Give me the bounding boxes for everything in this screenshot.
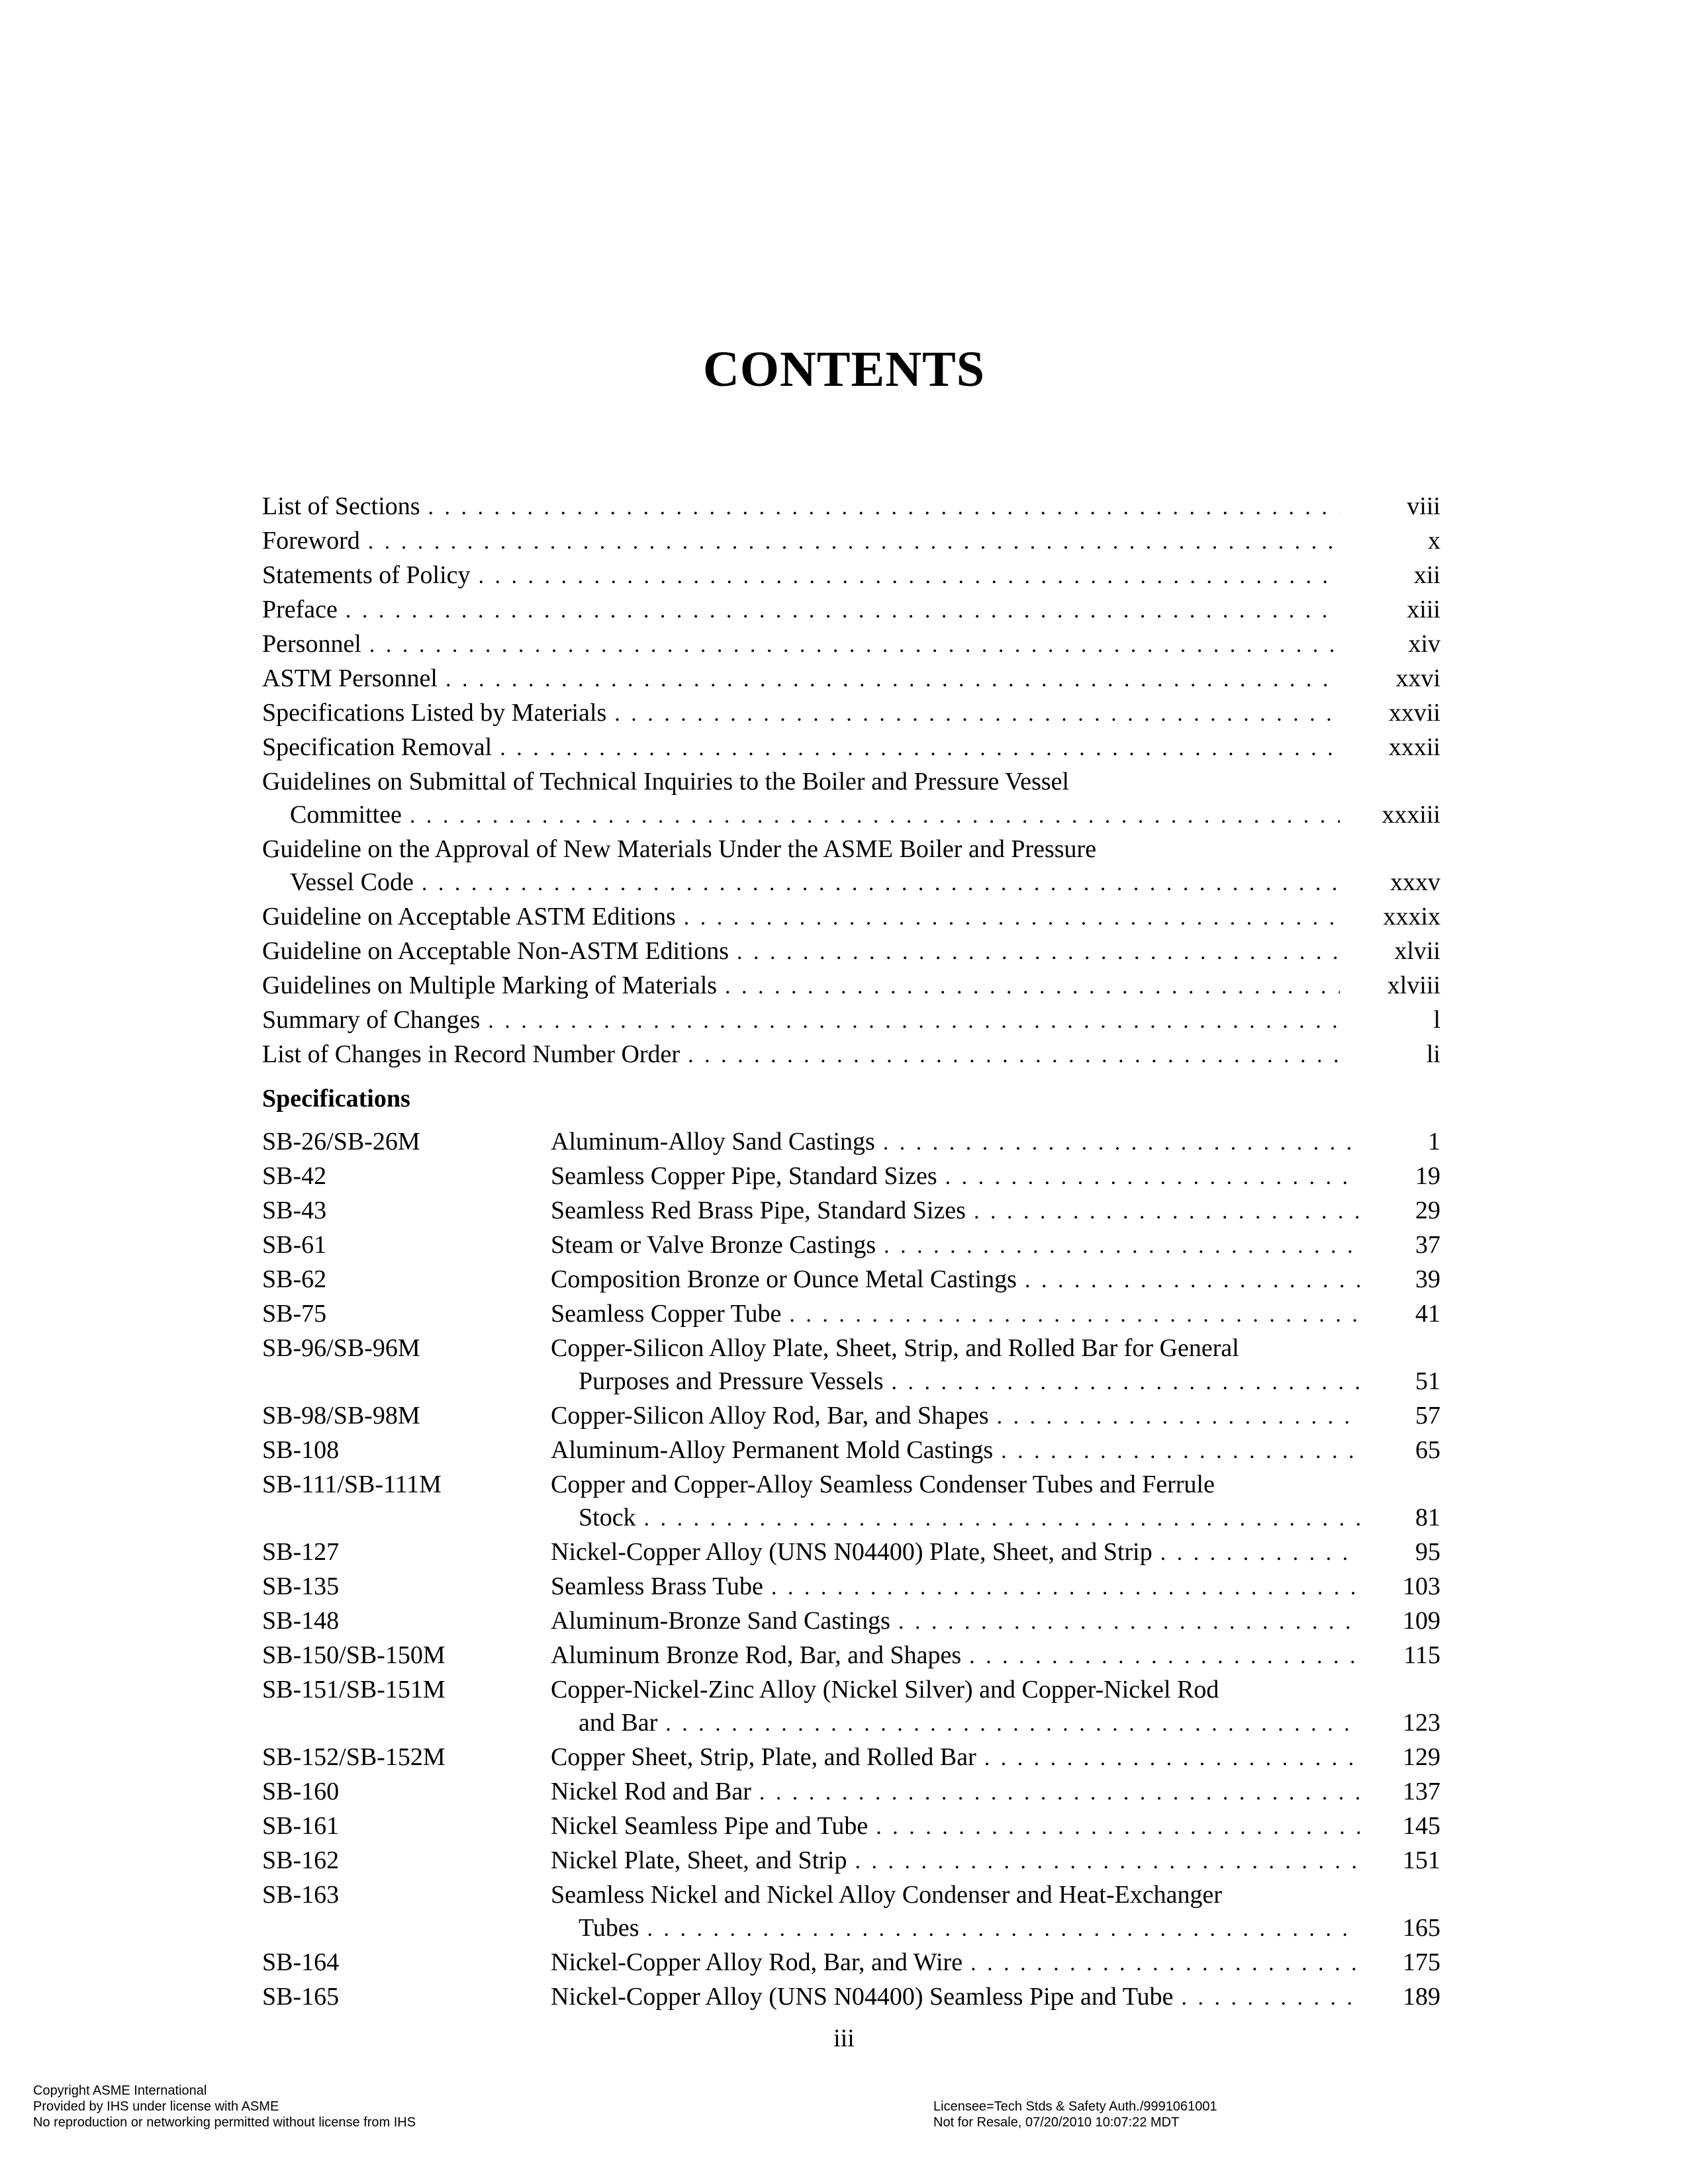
spec-entry[interactable] (262, 1570, 1440, 1604)
toc-page-number: 165 (1403, 1914, 1440, 1942)
toc-entry-title: Copper-Nickel-Zinc Alloy (Nickel Silver) and Copper-Nickel Rod (551, 1676, 1219, 1704)
spec-designation: SB-26/SB-26M (262, 1128, 420, 1156)
toc-page-number: 37 (1415, 1231, 1440, 1259)
toc-entry-line (551, 1468, 1440, 1501)
spec-entry[interactable] (262, 1604, 1440, 1639)
toc-page-number: 57 (1415, 1402, 1440, 1430)
spec-entry[interactable] (262, 1263, 1440, 1297)
dot-leader (969, 1640, 1360, 1673)
toc-entry-title: Seamless Copper Tube (551, 1300, 782, 1328)
spec-designation: SB-43 (262, 1197, 327, 1224)
toc-entry-title: Guidelines on Multiple Marking of Materials (262, 972, 718, 999)
toc-entry[interactable] (262, 490, 1440, 524)
toc-entry-line-last (551, 1365, 1440, 1399)
toc-entry-title: Aluminum Bronze Rod, Bar, and Shapes (551, 1641, 962, 1669)
toc-entry-title: Seamless Brass Tube (551, 1572, 763, 1600)
spec-designation: SB-151/SB-151M (262, 1676, 445, 1704)
toc-entry-title: Aluminum-Bronze Sand Castings (551, 1607, 890, 1635)
toc-entry-title: Summary of Changes (262, 1006, 481, 1034)
spec-entry[interactable] (262, 1878, 1440, 1946)
toc-entry-title: Specification Removal (262, 733, 492, 761)
toc-page-number: 51 (1415, 1367, 1440, 1395)
toc-entry-line-last (551, 1844, 1440, 1878)
dot-leader (422, 867, 1340, 900)
toc-page-number: xxxix (1383, 903, 1440, 931)
toc-entry[interactable] (262, 833, 1440, 900)
spec-entry[interactable] (262, 1639, 1440, 1673)
toc-entry-line-last (551, 1263, 1440, 1297)
dot-leader (725, 970, 1340, 1003)
toc-entry-line-last (262, 934, 1440, 969)
dot-leader (410, 799, 1340, 833)
dot-leader (500, 732, 1340, 765)
spec-entry[interactable] (262, 1160, 1440, 1194)
toc-page-number: xxxv (1390, 868, 1440, 896)
dot-leader (883, 1126, 1360, 1160)
dot-leader (737, 936, 1340, 969)
spec-designation: SB-160 (262, 1778, 340, 1805)
toc-entry-line-last (262, 696, 1440, 731)
toc-entry-line (551, 1332, 1440, 1365)
spec-title-block (551, 1297, 1440, 1332)
toc-entry-line (551, 1673, 1440, 1706)
toc-entry-title: Nickel Seamless Pipe and Tube (551, 1812, 868, 1840)
spec-designation: SB-161 (262, 1812, 340, 1840)
toc-entry[interactable] (262, 559, 1440, 593)
spec-designation: SB-127 (262, 1538, 340, 1566)
toc-page-number: xxvi (1395, 664, 1440, 692)
dot-leader (1025, 1264, 1360, 1297)
footer-line: Not for Resale, 07/20/2010 10:07:22 MDT (933, 2115, 1180, 2130)
toc-entry-title: Purposes and Pressure Vessels (579, 1367, 884, 1395)
spec-entry[interactable] (262, 1775, 1440, 1809)
toc-entry-line-last (262, 866, 1440, 900)
toc-entry-line-last (262, 627, 1440, 662)
spec-title-block (551, 1878, 1440, 1946)
spec-entry[interactable] (262, 1946, 1440, 1980)
toc-entry[interactable] (262, 627, 1440, 662)
toc-page-number: 123 (1403, 1709, 1440, 1737)
toc-entry-title: Nickel Rod and Bar (551, 1778, 751, 1805)
toc-entry-title: Statements of Policy (262, 561, 471, 589)
spec-title-block (551, 1433, 1440, 1468)
dot-leader (892, 1366, 1360, 1399)
footer-line: Copyright ASME International (33, 2083, 207, 2098)
toc-entry-title: Seamless Copper Pipe, Standard Sizes (551, 1162, 937, 1190)
footer-line: Licensee=Tech Stds & Safety Auth./9991061001 (933, 2099, 1217, 2114)
spec-designation: SB-163 (262, 1881, 340, 1909)
toc-entry-line-last (551, 1501, 1440, 1535)
spec-title-block (551, 1639, 1440, 1673)
toc-entry-title: Nickel-Copper Alloy (UNS N04400) Seamless Pipe and Tube (551, 1983, 1174, 2011)
spec-designation: SB-108 (262, 1436, 340, 1464)
spec-title-block (551, 1570, 1440, 1604)
toc-entry-line-last (551, 1125, 1440, 1160)
spec-entry[interactable] (262, 1399, 1440, 1433)
toc-page-number: 129 (1403, 1743, 1440, 1771)
toc-entry-line-last (551, 1194, 1440, 1228)
toc-entry-title: List of Changes in Record Number Order (262, 1040, 680, 1068)
spec-designation: SB-165 (262, 1983, 340, 2011)
toc-entry-line-last (262, 559, 1440, 593)
dot-leader (647, 1913, 1360, 1946)
dot-leader (997, 1400, 1360, 1433)
spec-title-block (551, 1775, 1440, 1809)
toc-entry-line-last (551, 1809, 1440, 1844)
spec-designation: SB-98/SB-98M (262, 1402, 420, 1430)
toc-entry-line-last (262, 900, 1440, 934)
dot-leader (876, 1811, 1360, 1844)
dot-leader (898, 1606, 1360, 1639)
toc-entry-line-last (551, 1741, 1440, 1775)
spec-title-block (551, 1228, 1440, 1263)
toc-page-number: viii (1407, 492, 1440, 520)
front-matter-toc (262, 490, 1440, 1072)
spec-designation: SB-150/SB-150M (262, 1641, 445, 1669)
toc-entry-line-last (551, 1433, 1440, 1468)
toc-entry-line-last (551, 1297, 1440, 1332)
toc-entry-line-last (551, 1639, 1440, 1673)
spec-entry[interactable] (262, 1194, 1440, 1228)
spec-title-block (551, 1194, 1440, 1228)
spec-designation: SB-152/SB-152M (262, 1743, 445, 1771)
toc-page-number: l (1433, 1006, 1440, 1034)
dot-leader (368, 525, 1340, 559)
dot-leader (684, 901, 1340, 934)
toc-entry-title: Copper-Silicon Alloy Rod, Bar, and Shapes (551, 1402, 989, 1430)
dot-leader (644, 1502, 1360, 1535)
spec-designation: SB-61 (262, 1231, 327, 1259)
spec-title-block (551, 1332, 1440, 1399)
spec-designation: SB-148 (262, 1607, 340, 1635)
dot-leader (970, 1947, 1360, 1980)
spec-entry[interactable] (262, 1809, 1440, 1844)
spec-entry[interactable] (262, 1332, 1440, 1399)
toc-entry[interactable] (262, 524, 1440, 559)
spec-entry[interactable] (262, 1673, 1440, 1741)
toc-page-number: x (1428, 527, 1440, 555)
spec-designation: SB-111/SB-111M (262, 1471, 442, 1498)
spec-title-block (551, 1160, 1440, 1194)
toc-entry-line-last (551, 1160, 1440, 1194)
toc-entry[interactable] (262, 593, 1440, 627)
toc-entry-line-last (262, 662, 1440, 696)
toc-page-number: 81 (1415, 1504, 1440, 1531)
spec-title-block (551, 1263, 1440, 1297)
toc-entry-line-last (262, 798, 1440, 833)
page-number: iii (833, 2025, 855, 2052)
toc-entry-line-last (551, 1604, 1440, 1639)
spec-designation: SB-75 (262, 1300, 327, 1328)
toc-entry-line (262, 833, 1440, 866)
toc-entry-title: Personnel (262, 630, 361, 658)
toc-entry-line-last (551, 1946, 1440, 1980)
spec-designation: SB-135 (262, 1572, 340, 1600)
spec-title-block (551, 1980, 1440, 2015)
toc-entry[interactable] (262, 1003, 1440, 1038)
spec-title-block (551, 1125, 1440, 1160)
toc-entry-line-last (262, 1003, 1440, 1038)
toc-entry-title: Tubes (579, 1914, 639, 1942)
spec-title-block (551, 1399, 1440, 1433)
toc-page-number: 1 (1428, 1128, 1440, 1156)
spec-title-block (551, 1809, 1440, 1844)
spec-designation: SB-96/SB-96M (262, 1334, 420, 1362)
dot-leader (479, 560, 1340, 593)
toc-entry-title: Guidelines on Submittal of Technical Inquiries to the Boiler and Pressure Vessel (262, 768, 1070, 796)
toc-entry-title: Copper Sheet, Strip, Plate, and Rolled Bar (551, 1743, 976, 1771)
toc-page-number: xxxiii (1382, 801, 1440, 829)
dot-leader (428, 491, 1340, 524)
spec-entry[interactable] (262, 1844, 1440, 1878)
dot-leader (855, 1845, 1360, 1878)
toc-entry-title: Nickel Plate, Sheet, and Strip (551, 1846, 847, 1874)
dot-leader (346, 594, 1340, 627)
toc-entry[interactable] (262, 731, 1440, 765)
spec-title-block (551, 1946, 1440, 1980)
toc-page-number: xiv (1408, 630, 1440, 658)
toc-entry-title: List of Sections (262, 492, 420, 520)
toc-entry-title: Nickel-Copper Alloy Rod, Bar, and Wire (551, 1948, 963, 1976)
toc-page-number: 189 (1403, 1983, 1440, 2011)
spec-title-block (551, 1673, 1440, 1741)
toc-entry-line-last (551, 1706, 1440, 1741)
toc-entry-line-last (551, 1228, 1440, 1263)
spec-entry[interactable] (262, 1228, 1440, 1263)
dot-leader (884, 1230, 1360, 1263)
toc-entry-title: Specifications Listed by Materials (262, 699, 607, 727)
toc-page-number: 115 (1403, 1641, 1440, 1669)
spec-entry[interactable] (262, 1741, 1440, 1775)
toc-page-number: xxxii (1388, 733, 1440, 761)
toc-entry[interactable] (262, 696, 1440, 731)
spec-title-block (551, 1468, 1440, 1535)
toc-entry-title: Vessel Code (290, 868, 414, 896)
spec-designation: SB-62 (262, 1265, 327, 1293)
toc-entry-title: and Bar (579, 1709, 658, 1737)
toc-entry-title: Seamless Nickel and Nickel Alloy Condenser and Heat-Exchanger (551, 1881, 1223, 1909)
toc-entry-line-last (262, 490, 1440, 524)
toc-page-number: 109 (1403, 1607, 1440, 1635)
spec-entry[interactable] (262, 1433, 1440, 1468)
dot-leader (488, 1005, 1340, 1038)
toc-page-number: li (1426, 1040, 1440, 1068)
spec-designation: SB-164 (262, 1948, 340, 1976)
dot-leader (759, 1776, 1360, 1809)
toc-page-number: 39 (1415, 1265, 1440, 1293)
toc-page-number: xiii (1407, 596, 1440, 623)
dot-leader (1160, 1537, 1360, 1570)
spec-entry[interactable] (262, 1125, 1440, 1160)
dot-leader (1001, 1435, 1360, 1468)
spec-title-block (551, 1741, 1440, 1775)
spec-entry[interactable] (262, 1297, 1440, 1332)
toc-entry-title: Seamless Red Brass Pipe, Standard Sizes (551, 1197, 966, 1224)
toc-entry-title: Nickel-Copper Alloy (UNS N04400) Plate, Sheet, and Strip (551, 1538, 1152, 1566)
toc-page-number: xlviii (1387, 972, 1440, 999)
footer-line: No reproduction or networking permitted without license from IHS (33, 2115, 416, 2130)
page-title: CONTENTS (702, 341, 986, 397)
toc-entry-title: Foreword (262, 527, 360, 555)
spec-title-block (551, 1844, 1440, 1878)
toc-page-number: xii (1413, 561, 1440, 589)
toc-entry-line-last (551, 1399, 1440, 1433)
toc-page-number: xxvii (1388, 699, 1440, 727)
toc-entry-line-last (262, 731, 1440, 765)
toc-entry-line-last (262, 1038, 1440, 1072)
toc-entry[interactable] (262, 765, 1440, 833)
toc-page-number: 175 (1403, 1948, 1440, 1976)
spec-title-block (551, 1535, 1440, 1570)
dot-leader (665, 1707, 1360, 1741)
footer-copyright (33, 2083, 416, 2130)
dot-leader (445, 663, 1340, 696)
toc-page-number: 65 (1415, 1436, 1440, 1464)
specifications-heading: Specifications (262, 1085, 410, 1113)
toc-page-number: 145 (1403, 1812, 1440, 1840)
specifications-toc (262, 1125, 1440, 2015)
dot-leader (945, 1161, 1360, 1194)
dot-leader (614, 698, 1340, 731)
toc-entry-title: Aluminum-Alloy Sand Castings (551, 1128, 875, 1156)
toc-entry-line-last (262, 524, 1440, 559)
toc-entry-title: Guideline on Acceptable ASTM Editions (262, 903, 676, 931)
toc-entry-line (551, 1878, 1440, 1911)
toc-entry-title: Copper-Silicon Alloy Plate, Sheet, Strip, and Rolled Bar for General (551, 1334, 1239, 1362)
toc-page-number: 19 (1415, 1162, 1440, 1190)
toc-entry-title: Steam or Valve Bronze Castings (551, 1231, 876, 1259)
toc-entry-title: Preface (262, 596, 338, 623)
toc-page-number: 29 (1415, 1197, 1440, 1224)
spec-designation: SB-162 (262, 1846, 340, 1874)
dot-leader (789, 1298, 1360, 1332)
toc-entry-line-last (551, 1775, 1440, 1809)
toc-entry-title: Composition Bronze or Ounce Metal Castings (551, 1265, 1017, 1293)
toc-entry-line-last (551, 1570, 1440, 1604)
spec-entry[interactable] (262, 1468, 1440, 1535)
dot-leader (688, 1039, 1340, 1072)
toc-page-number: 103 (1403, 1572, 1440, 1600)
toc-page-number: 137 (1403, 1778, 1440, 1805)
toc-entry-line-last (551, 1535, 1440, 1570)
toc-page-number: xlvii (1394, 937, 1440, 965)
dot-leader (369, 629, 1340, 662)
dot-leader (771, 1571, 1360, 1604)
toc-entry-title: Committee (290, 801, 402, 829)
toc-entry-line-last (262, 593, 1440, 627)
toc-entry-title: Guideline on the Approval of New Materials Under the ASME Boiler and Pressure (262, 835, 1097, 863)
toc-entry-line-last (551, 1911, 1440, 1946)
toc-entry-title: Guideline on Acceptable Non-ASTM Editions (262, 937, 729, 965)
toc-entry-title: Copper and Copper-Alloy Seamless Condenser Tubes and Ferrule (551, 1471, 1215, 1498)
dot-leader (974, 1195, 1360, 1228)
toc-entry[interactable] (262, 900, 1440, 934)
toc-entry-line (262, 765, 1440, 798)
toc-page-number: 41 (1415, 1300, 1440, 1328)
toc-entry-line-last (551, 1980, 1440, 2015)
toc-page-number: 95 (1415, 1538, 1440, 1566)
toc-entry-title: Aluminum-Alloy Permanent Mold Castings (551, 1436, 994, 1464)
footer-line: Provided by IHS under license with ASME (33, 2099, 279, 2114)
footer-license (933, 2099, 1217, 2130)
spec-entry[interactable] (262, 1980, 1440, 2015)
toc-entry[interactable] (262, 969, 1440, 1003)
toc-entry-title: Stock (579, 1504, 636, 1531)
spec-designation: SB-42 (262, 1162, 327, 1190)
toc-entry[interactable] (262, 1038, 1440, 1072)
spec-entry[interactable] (262, 1535, 1440, 1570)
spec-title-block (551, 1604, 1440, 1639)
toc-page-number: 151 (1403, 1846, 1440, 1874)
dot-leader (984, 1742, 1360, 1775)
dot-leader (1181, 1981, 1360, 2015)
toc-entry-line-last (262, 969, 1440, 1003)
toc-entry[interactable] (262, 662, 1440, 696)
toc-entry-title: ASTM Personnel (262, 664, 438, 692)
toc-entry[interactable] (262, 934, 1440, 969)
